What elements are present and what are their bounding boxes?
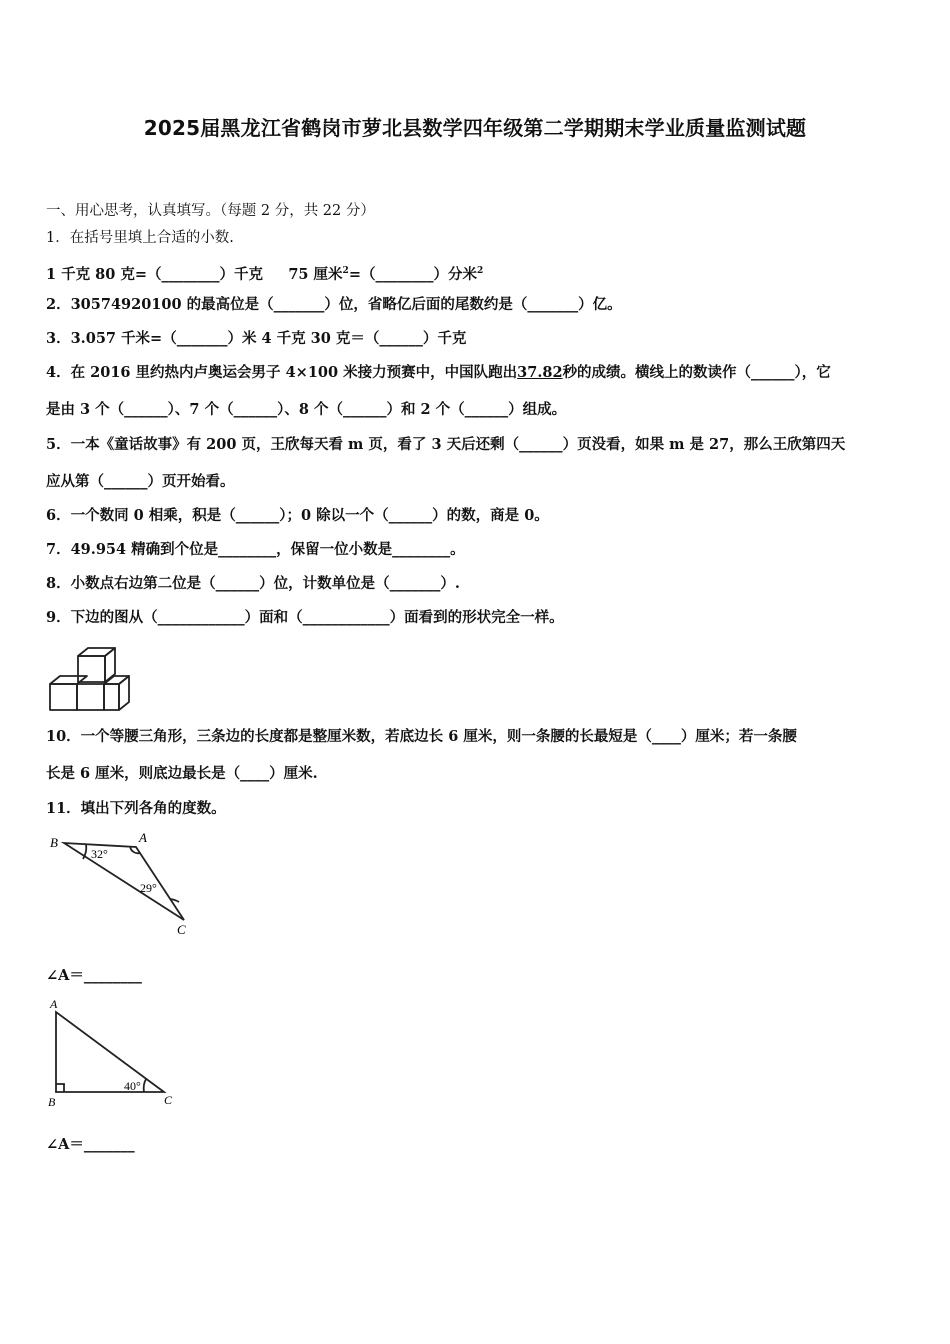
question-4-post: 秒的成绩。横线上的数读作（______），它 <box>562 364 831 381</box>
question-5-line-1: 5．一本《童话故事》有 200 页，王欣每天看 m 页，看了 3 天后还剩（______）页没看，如果 m 是 27，那么王欣第四天 <box>46 436 846 453</box>
vertex-label-a: A <box>50 997 58 1011</box>
superscript: 2 <box>476 266 484 276</box>
question-1-item-b: 75 厘米 <box>288 266 343 283</box>
question-4-underlined-number: 37.82 <box>517 364 563 381</box>
vertex-label-a: A <box>139 830 147 845</box>
question-4-line-2: 是由 3 个（______）、7 个（______）、8 个（______）和 2 个（______）组成。 <box>46 401 567 418</box>
question-1-item-a: 1 千克 80 克=（________）千克 <box>46 266 264 283</box>
answer-1: ∠A＝________ <box>46 967 142 984</box>
cube-figure <box>44 646 134 712</box>
question-5-line-2: 应从第（______）页开始看。 <box>46 473 235 490</box>
vertex-label-c: C <box>177 922 186 937</box>
question-1-items <box>46 262 483 284</box>
vertex-label-b: B <box>50 835 58 850</box>
angle-label-c: 40° <box>124 1079 141 1093</box>
question-1-stem: 1．在括号里填上合适的小数. <box>46 230 234 246</box>
angle-label-b: 32° <box>91 847 108 861</box>
question-4-pre: 4．在 2016 里约热内卢奥运会男子 4×100 米接力预赛中，中国队跑出 <box>46 364 518 381</box>
answer-2: ∠A＝_______ <box>46 1136 135 1153</box>
section-heading: 一、用心思考，认真填写。（每题 2 分，共 22 分） <box>46 203 375 219</box>
question-8: 8．小数点右边第二位是（______）位，计数单位是（_______）. <box>46 575 460 592</box>
question-1-item-b-blank: =（________）分米 <box>348 266 477 283</box>
triangle-figure-1 <box>46 826 196 940</box>
triangle-figure-2 <box>46 996 186 1110</box>
superscript: 2 <box>342 266 349 276</box>
question-4-line-1 <box>46 364 831 382</box>
vertex-label-b: B <box>48 1095 56 1109</box>
question-3: 3．3.057 千米=（_______）米 4 千克 30 克＝（______）千克 <box>46 330 467 347</box>
vertex-label-c: C <box>164 1093 173 1107</box>
angle-label-c: 29° <box>140 881 157 895</box>
question-11-stem: 11．填出下列各角的度数。 <box>46 800 226 817</box>
question-10-line-2: 长是 6 厘米，则底边最长是（____）厘米. <box>46 765 318 782</box>
question-10-line-1: 10．一个等腰三角形，三条边的长度都是整厘米数，若底边长 6 厘米，则一条腰的长最短是（____）厘米；若一条腰 <box>46 728 797 745</box>
page-title: 2025届黑龙江省鹤岗市萝北县数学四年级第二学期期末学业质量监测试题 <box>143 116 807 140</box>
question-6: 6．一个数同 0 相乘，积是（______）；0 除以一个（______）的数，商是 0。 <box>46 507 549 524</box>
question-9: 9．下边的图从（____________）面和（____________）面看到的形状完全一样。 <box>46 609 564 626</box>
question-7: 7．49.954 精确到个位是________，保留一位小数是________。 <box>46 541 465 558</box>
question-2: 2．30574920100 的最高位是（_______）位，省略亿后面的尾数约是（_______）亿。 <box>46 296 622 313</box>
